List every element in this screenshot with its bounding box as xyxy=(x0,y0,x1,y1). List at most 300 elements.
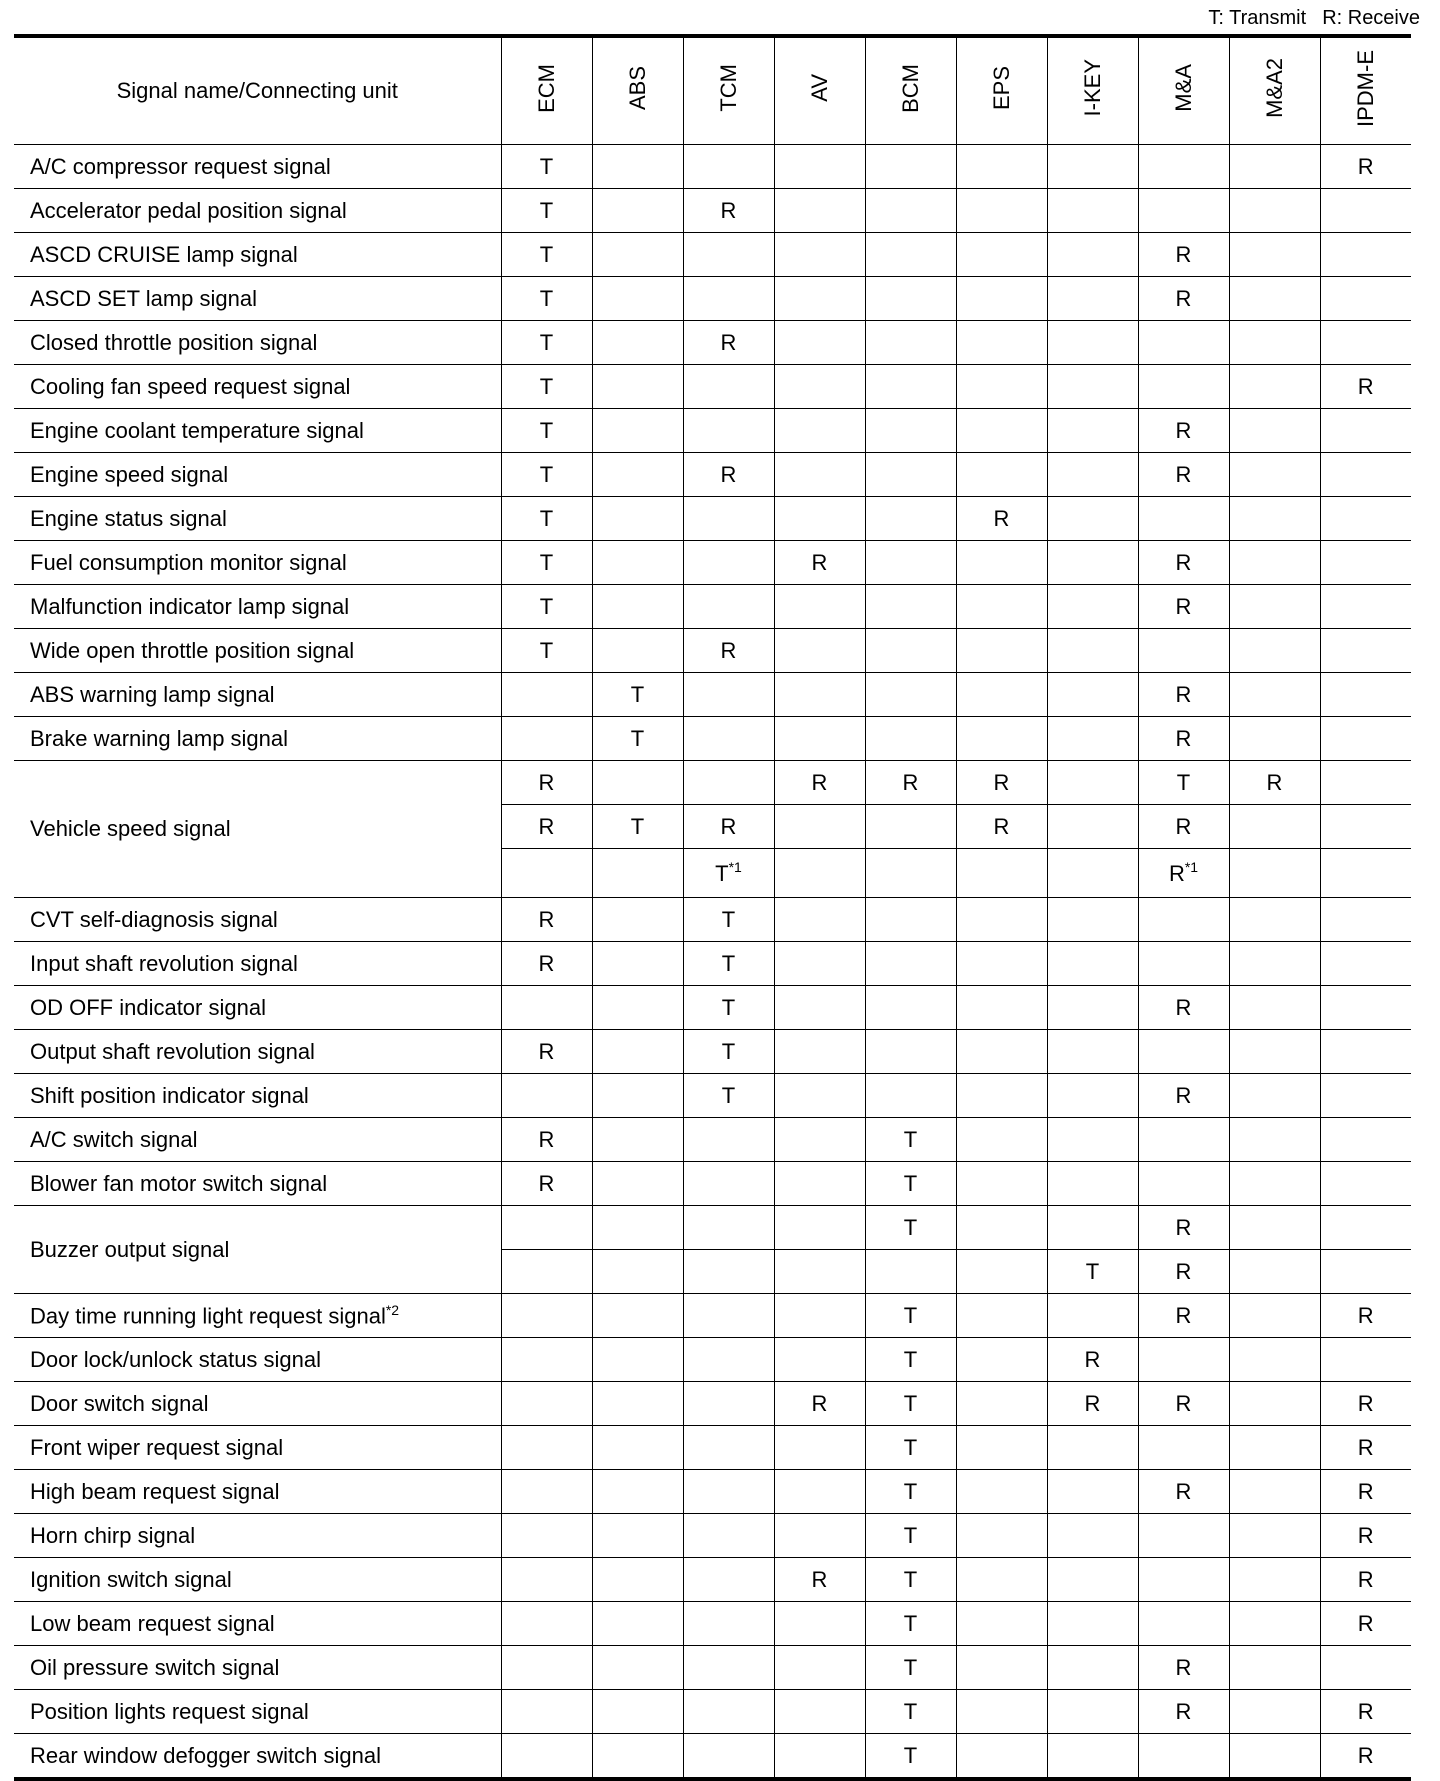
signal-cell xyxy=(1047,1030,1138,1074)
signal-cell xyxy=(1138,1558,1229,1602)
footnote-mark: *2 xyxy=(385,1301,400,1318)
signal-cell xyxy=(1229,1470,1320,1514)
signal-direction: R xyxy=(1168,860,1185,886)
signal-cell xyxy=(1229,1118,1320,1162)
signal-cell xyxy=(683,497,774,541)
signal-cell xyxy=(592,1426,683,1470)
signal-cell xyxy=(592,1514,683,1558)
signal-cell xyxy=(865,1690,956,1734)
signal-table xyxy=(14,34,1411,1781)
signal-cell xyxy=(956,898,1047,942)
signal-direction: T xyxy=(903,1610,918,1636)
signal-cell xyxy=(956,497,1047,541)
signal-cell xyxy=(956,321,1047,365)
signal-cell xyxy=(774,497,865,541)
signal-cell xyxy=(865,365,956,409)
signal-cell xyxy=(865,986,956,1030)
signal-cell xyxy=(1229,1294,1320,1338)
signal-cell xyxy=(956,1558,1047,1602)
signal-cell xyxy=(592,233,683,277)
signal-cell xyxy=(956,365,1047,409)
signal-direction: T xyxy=(903,1654,918,1680)
signal-cell xyxy=(865,541,956,585)
signal-cell xyxy=(865,942,956,986)
signal-name-text: A/C switch signal xyxy=(30,1126,198,1152)
signal-cell xyxy=(1047,1426,1138,1470)
signal-cell xyxy=(865,1074,956,1118)
table-row xyxy=(14,365,1411,409)
signal-cell xyxy=(774,805,865,849)
signal-cell xyxy=(956,805,1047,849)
signal-cell xyxy=(774,1558,865,1602)
signal-cell xyxy=(956,673,1047,717)
signal-cell xyxy=(1138,898,1229,942)
table-row xyxy=(14,1734,1411,1780)
signal-cell xyxy=(774,673,865,717)
signal-cell xyxy=(1229,453,1320,497)
signal-cell xyxy=(774,942,865,986)
signal-cell xyxy=(501,1118,592,1162)
signal-cell xyxy=(1138,1030,1229,1074)
signal-cell xyxy=(683,1514,774,1558)
signal-cell xyxy=(1320,1382,1411,1426)
signal-cell xyxy=(1320,986,1411,1030)
signal-cell xyxy=(865,1558,956,1602)
signal-cell xyxy=(1047,409,1138,453)
signal-direction: R xyxy=(811,1390,828,1416)
signal-cell xyxy=(683,1074,774,1118)
signal-cell xyxy=(956,233,1047,277)
signal-cell xyxy=(592,497,683,541)
signal-cell xyxy=(592,1470,683,1514)
table-row xyxy=(14,1074,1411,1118)
signal-cell xyxy=(1047,849,1138,898)
signal-name xyxy=(14,1074,501,1118)
signal-cell xyxy=(1047,233,1138,277)
signal-cell xyxy=(1138,233,1229,277)
signal-cell xyxy=(865,585,956,629)
signal-cell xyxy=(774,761,865,805)
signal-name xyxy=(14,365,501,409)
unit-header-ecm xyxy=(501,36,592,145)
signal-direction: R xyxy=(1357,1698,1374,1724)
signal-cell xyxy=(592,277,683,321)
signal-cell xyxy=(501,1074,592,1118)
signal-cell xyxy=(1320,629,1411,673)
signal-cell xyxy=(592,1206,683,1250)
signal-direction: T xyxy=(539,549,554,575)
signal-cell xyxy=(1229,1250,1320,1294)
signal-name xyxy=(14,453,501,497)
signal-cell xyxy=(683,541,774,585)
signal-cell xyxy=(501,1382,592,1426)
signal-cell xyxy=(683,629,774,673)
signal-cell xyxy=(683,1294,774,1338)
signal-cell xyxy=(1320,1162,1411,1206)
signal-cell xyxy=(1047,1734,1138,1780)
signal-cell xyxy=(1320,585,1411,629)
signal-direction: R xyxy=(1175,1258,1192,1284)
signal-cell xyxy=(1229,189,1320,233)
signal-cell xyxy=(592,541,683,585)
signal-name-text: Door lock/unlock status signal xyxy=(30,1346,322,1372)
signal-direction: T xyxy=(721,994,736,1020)
signal-name-text: ABS warning lamp signal xyxy=(30,681,275,707)
signal-cell xyxy=(592,1690,683,1734)
signal-cell xyxy=(683,585,774,629)
signal-name xyxy=(14,942,501,986)
signal-cell xyxy=(774,585,865,629)
signal-name xyxy=(14,189,501,233)
signal-cell xyxy=(1320,1734,1411,1780)
signal-direction: T xyxy=(539,417,554,443)
signal-cell xyxy=(865,849,956,898)
signal-cell xyxy=(774,1734,865,1780)
signal-cell xyxy=(956,1470,1047,1514)
signal-cell xyxy=(501,1470,592,1514)
signal-cell xyxy=(1047,673,1138,717)
legend-receive: R: Receive xyxy=(1322,7,1420,29)
signal-cell xyxy=(501,365,592,409)
signal-cell xyxy=(683,673,774,717)
signal-cell xyxy=(1138,585,1229,629)
signal-cell xyxy=(865,277,956,321)
signal-name-text: Position lights request signal xyxy=(30,1698,309,1724)
signal-direction: T xyxy=(1176,769,1191,795)
signal-name-text: Brake warning lamp signal xyxy=(30,725,289,751)
table-row xyxy=(14,189,1411,233)
signal-cell xyxy=(501,1162,592,1206)
signal-cell xyxy=(1047,1690,1138,1734)
signal-cell xyxy=(956,277,1047,321)
signal-cell xyxy=(1047,1250,1138,1294)
signal-cell xyxy=(683,1734,774,1780)
signal-cell xyxy=(501,541,592,585)
signal-cell xyxy=(1320,717,1411,761)
signal-cell xyxy=(774,1338,865,1382)
unit-header-av xyxy=(774,36,865,145)
signal-cell xyxy=(1320,189,1411,233)
unit-label: I-KEY xyxy=(1079,59,1105,117)
signal-direction: T xyxy=(903,1170,918,1196)
signal-cell xyxy=(1047,189,1138,233)
signal-cell xyxy=(865,145,956,189)
table-row xyxy=(14,497,1411,541)
signal-cell xyxy=(774,277,865,321)
signal-cell xyxy=(865,453,956,497)
signal-cell xyxy=(1047,1470,1138,1514)
signal-cell xyxy=(592,805,683,849)
signal-direction: T xyxy=(539,197,554,223)
signal-cell xyxy=(501,277,592,321)
signal-cell xyxy=(683,453,774,497)
signal-cell xyxy=(956,1646,1047,1690)
signal-cell xyxy=(1229,849,1320,898)
signal-direction: R xyxy=(1175,417,1192,443)
signal-cell xyxy=(1047,1074,1138,1118)
signal-cell xyxy=(1138,1734,1229,1780)
signal-cell xyxy=(501,629,592,673)
signal-name xyxy=(14,1118,501,1162)
signal-cell xyxy=(683,761,774,805)
signal-direction: T xyxy=(903,1126,918,1152)
signal-cell xyxy=(865,1338,956,1382)
signal-direction: T xyxy=(630,725,645,751)
signal-direction: T xyxy=(539,285,554,311)
table-row xyxy=(14,145,1411,189)
signal-direction: R xyxy=(993,813,1010,839)
unit-header-m-a2 xyxy=(1229,36,1320,145)
signal-cell xyxy=(956,1162,1047,1206)
signal-cell xyxy=(1320,761,1411,805)
signal-name xyxy=(14,541,501,585)
signal-direction: R xyxy=(720,637,737,663)
signal-name-text: Door switch signal xyxy=(30,1390,209,1416)
legend-transmit: T: Transmit xyxy=(1208,7,1307,29)
signal-direction: T xyxy=(539,329,554,355)
signal-cell xyxy=(956,1690,1047,1734)
signal-cell xyxy=(1047,898,1138,942)
signal-name xyxy=(14,898,501,942)
signal-name-text: Input shaft revolution signal xyxy=(30,950,298,976)
signal-cell xyxy=(501,1690,592,1734)
signal-cell xyxy=(1229,1602,1320,1646)
table-row xyxy=(14,629,1411,673)
signal-cell xyxy=(1229,497,1320,541)
signal-cell xyxy=(1047,1602,1138,1646)
signal-direction: T xyxy=(721,1082,736,1108)
table-row xyxy=(14,1426,1411,1470)
signal-cell xyxy=(1320,942,1411,986)
signal-cell xyxy=(956,1382,1047,1426)
signal-direction: R xyxy=(1357,1390,1374,1416)
signal-name xyxy=(14,409,501,453)
signal-cell xyxy=(1229,717,1320,761)
unit-label: TCM xyxy=(715,64,741,112)
signal-direction: T xyxy=(539,153,554,179)
signal-cell xyxy=(592,1294,683,1338)
signal-cell xyxy=(1320,849,1411,898)
signal-cell xyxy=(956,189,1047,233)
signal-cell xyxy=(865,898,956,942)
signal-cell xyxy=(501,805,592,849)
signal-cell xyxy=(592,629,683,673)
signal-direction: R xyxy=(1357,1478,1374,1504)
signal-direction: R xyxy=(1175,1082,1192,1108)
signal-cell xyxy=(501,497,592,541)
signal-cell xyxy=(592,1382,683,1426)
signal-cell xyxy=(592,1338,683,1382)
signal-cell xyxy=(1047,942,1138,986)
signal-name-text: Vehicle speed signal xyxy=(30,816,231,841)
signal-name xyxy=(14,1338,501,1382)
signal-cell xyxy=(683,365,774,409)
signal-cell xyxy=(1320,1690,1411,1734)
signal-cell xyxy=(501,1602,592,1646)
signal-cell xyxy=(1138,942,1229,986)
signal-cell xyxy=(1138,1514,1229,1558)
signal-cell xyxy=(1138,1646,1229,1690)
signal-direction: T xyxy=(539,593,554,619)
signal-direction: R xyxy=(538,906,555,932)
signal-cell xyxy=(956,1250,1047,1294)
signal-cell xyxy=(1320,321,1411,365)
signal-cell xyxy=(865,1206,956,1250)
signal-name-text: Engine speed signal xyxy=(30,461,229,487)
signal-cell xyxy=(592,1162,683,1206)
signal-cell xyxy=(774,1514,865,1558)
signal-cell xyxy=(956,1426,1047,1470)
table-row xyxy=(14,541,1411,585)
signal-cell xyxy=(683,986,774,1030)
signal-direction: R xyxy=(1357,1434,1374,1460)
signal-cell xyxy=(774,541,865,585)
signal-direction: R xyxy=(1357,1522,1374,1548)
signal-name-text: CVT self-diagnosis signal xyxy=(30,906,278,932)
signal-cell xyxy=(865,805,956,849)
signal-cell xyxy=(1229,673,1320,717)
signal-cell xyxy=(683,898,774,942)
signal-name-text: Shift position indicator signal xyxy=(30,1082,309,1108)
signal-cell xyxy=(501,1338,592,1382)
signal-direction: R xyxy=(1357,1302,1374,1328)
signal-direction: R xyxy=(538,1170,555,1196)
signal-cell xyxy=(956,1118,1047,1162)
signal-cell xyxy=(501,1514,592,1558)
signal-cell xyxy=(956,1074,1047,1118)
signal-cell xyxy=(683,1382,774,1426)
signal-cell xyxy=(865,1294,956,1338)
table-row xyxy=(14,898,1411,942)
table-row xyxy=(14,1690,1411,1734)
table-row xyxy=(14,1558,1411,1602)
signal-cell xyxy=(501,1646,592,1690)
signal-direction: R xyxy=(1084,1346,1101,1372)
signal-cell xyxy=(1047,1338,1138,1382)
signal-cell xyxy=(592,409,683,453)
signal-direction: R xyxy=(1357,153,1374,179)
signal-cell xyxy=(501,1426,592,1470)
unit-header-i-key xyxy=(1047,36,1138,145)
table-row xyxy=(14,585,1411,629)
signal-cell xyxy=(956,145,1047,189)
signal-cell xyxy=(1320,1602,1411,1646)
signal-cell xyxy=(1320,497,1411,541)
signal-cell xyxy=(1320,233,1411,277)
signal-cell xyxy=(774,717,865,761)
signal-cell xyxy=(1320,145,1411,189)
signal-cell xyxy=(1138,1382,1229,1426)
signal-cell xyxy=(1138,1294,1229,1338)
signal-name-text: Engine status signal xyxy=(30,505,227,531)
signal-cell xyxy=(1138,1690,1229,1734)
unit-header-m-a xyxy=(1138,36,1229,145)
signal-cell xyxy=(1229,1646,1320,1690)
signal-name xyxy=(14,1382,501,1426)
table-row xyxy=(14,277,1411,321)
signal-direction: R xyxy=(1175,549,1192,575)
signal-name xyxy=(14,1162,501,1206)
signal-cell xyxy=(774,1162,865,1206)
signal-cell xyxy=(1138,761,1229,805)
signal-direction: R xyxy=(720,329,737,355)
signal-cell xyxy=(865,673,956,717)
signal-cell xyxy=(1047,1646,1138,1690)
footnote-mark: *1 xyxy=(728,859,742,876)
unit-label: BCM xyxy=(897,63,923,113)
signal-cell xyxy=(1138,321,1229,365)
signal-cell xyxy=(774,629,865,673)
signal-name-header: Signal name/Connecting unit xyxy=(14,36,501,145)
signal-cell xyxy=(1229,365,1320,409)
signal-name xyxy=(14,1030,501,1074)
signal-cell xyxy=(865,1030,956,1074)
signal-cell xyxy=(774,1690,865,1734)
signal-cell xyxy=(1229,629,1320,673)
table-row xyxy=(14,986,1411,1030)
signal-direction: R xyxy=(538,1038,555,1064)
signal-direction: T xyxy=(715,860,729,886)
signal-name xyxy=(14,717,501,761)
signal-cell xyxy=(774,1382,865,1426)
signal-direction: T xyxy=(903,1478,918,1504)
signal-cell xyxy=(501,145,592,189)
signal-name xyxy=(14,321,501,365)
table-row xyxy=(14,761,1411,805)
signal-cell xyxy=(774,898,865,942)
signal-name-text: A/C compressor request signal xyxy=(30,153,331,179)
signal-cell xyxy=(501,761,592,805)
signal-cell xyxy=(683,277,774,321)
signal-name xyxy=(14,1206,501,1294)
signal-cell xyxy=(501,321,592,365)
signal-name-text: Day time running light request signal xyxy=(30,1303,386,1329)
signal-cell xyxy=(865,321,956,365)
unit-header-bcm xyxy=(865,36,956,145)
signal-cell xyxy=(1138,1162,1229,1206)
signal-cell xyxy=(1047,805,1138,849)
signal-cell xyxy=(1138,805,1229,849)
unit-header-abs xyxy=(592,36,683,145)
signal-cell xyxy=(592,453,683,497)
signal-direction: T xyxy=(539,637,554,663)
signal-cell xyxy=(683,849,774,898)
signal-cell xyxy=(1138,849,1229,898)
signal-cell xyxy=(1047,365,1138,409)
unit-header-tcm xyxy=(683,36,774,145)
signal-cell xyxy=(1138,673,1229,717)
signal-direction: R xyxy=(538,1126,555,1152)
table-row xyxy=(14,409,1411,453)
signal-cell xyxy=(683,233,774,277)
signal-cell xyxy=(1138,409,1229,453)
signal-direction: R xyxy=(1175,1390,1192,1416)
signal-cell xyxy=(774,1074,865,1118)
table-row xyxy=(14,673,1411,717)
signal-name-text: Output shaft revolution signal xyxy=(30,1038,315,1064)
signal-direction: R xyxy=(1357,1566,1374,1592)
signal-cell xyxy=(683,1118,774,1162)
signal-cell xyxy=(1320,277,1411,321)
signal-cell xyxy=(1138,541,1229,585)
signal-cell xyxy=(865,717,956,761)
signal-cell xyxy=(774,1030,865,1074)
table-row xyxy=(14,321,1411,365)
signal-cell xyxy=(1320,365,1411,409)
unit-label: ABS xyxy=(624,65,650,111)
signal-cell xyxy=(592,1558,683,1602)
signal-cell xyxy=(865,1734,956,1780)
